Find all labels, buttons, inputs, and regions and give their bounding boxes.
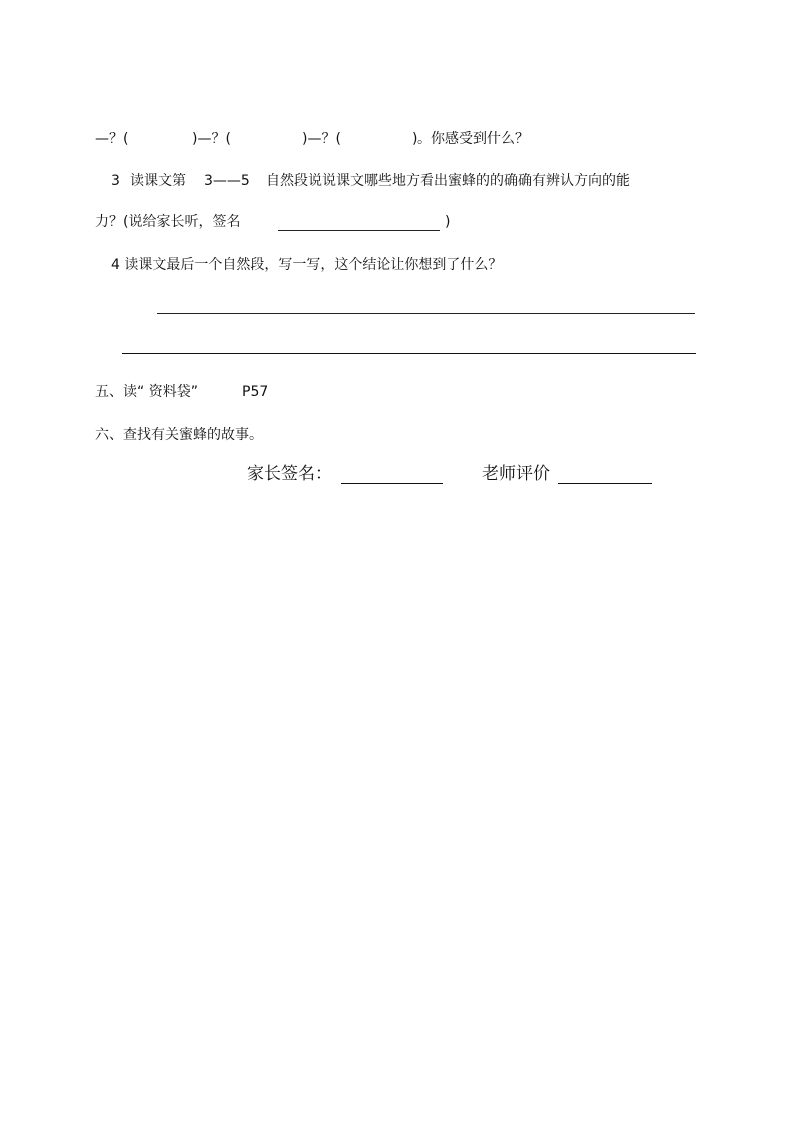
question-text-part1: 读课文第 <box>130 173 186 189</box>
question-4-line: 4 读课文最后一个自然段，写一写，这个结论让你想到了什么？ <box>111 257 503 273</box>
section-5 <box>0 383 800 401</box>
continuation-text: 力？(说给家长听，签名 <box>95 214 241 230</box>
section-5-label: 五、读“ 资料袋” <box>95 384 198 400</box>
question-text: 。你感受到什么？ <box>417 131 529 147</box>
closing-paren: ) <box>445 214 451 230</box>
fill-in-line-1 <box>0 130 800 148</box>
question-3-line <box>0 172 800 190</box>
question-text-part2: 自然段说说课文哪些地方看出蜜蜂的的确确有辨认方向的能 <box>266 173 630 189</box>
blank-3-close: ) <box>412 131 418 147</box>
section-5-page: P57 <box>242 384 269 400</box>
section-6: 六、查找有关蜜蜂的故事。 <box>95 427 263 443</box>
blank-1-open: —？( <box>95 131 129 147</box>
question-3-continuation <box>0 213 800 231</box>
blank-1-close: )—？( <box>192 131 231 147</box>
question-number: 3 <box>111 173 120 189</box>
answer-line-2 <box>122 353 696 354</box>
answer-line-1 <box>157 313 695 314</box>
teacher-evaluation-label: 老师评价 <box>482 464 550 484</box>
parent-signature-label: 家长签名： <box>247 464 332 484</box>
blank-2-close: )—？( <box>302 131 341 147</box>
signature-blank-line <box>278 230 440 231</box>
teacher-evaluation-blank <box>558 483 652 484</box>
paragraph-range: 3——5 <box>204 173 250 189</box>
parent-signature-blank <box>341 483 443 484</box>
